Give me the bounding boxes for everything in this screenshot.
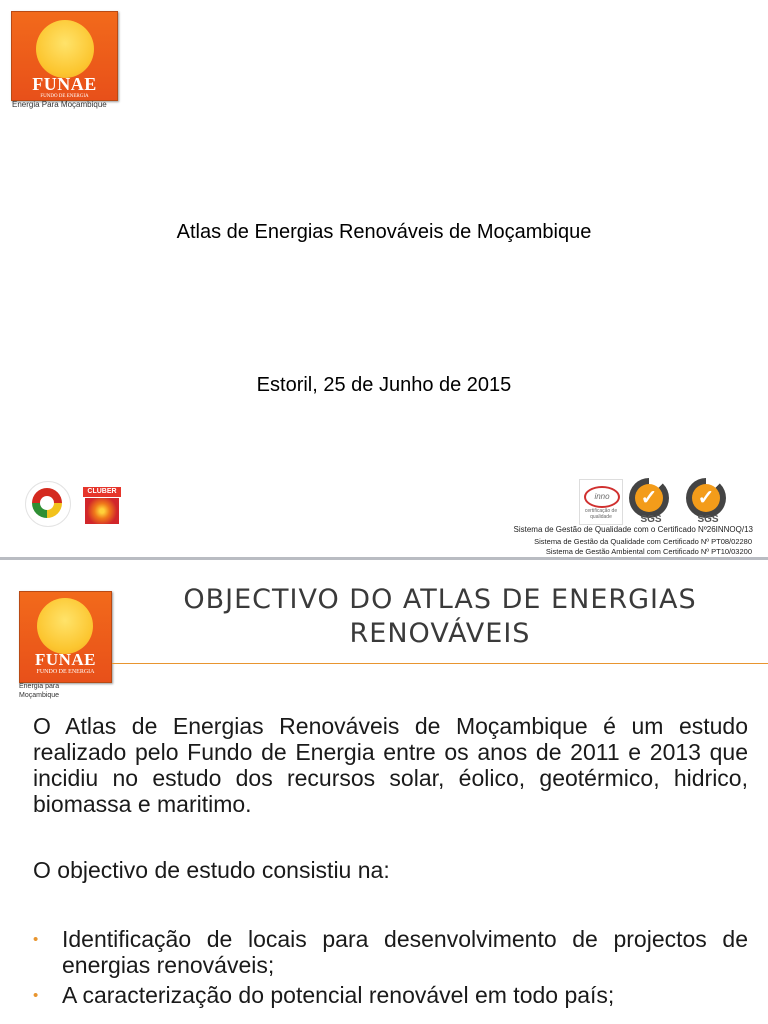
inno-small-text: certificação de qualidade (584, 508, 618, 520)
logo-tagline: Energia Para Moçambique (12, 100, 107, 109)
burst-icon (85, 498, 119, 524)
cert-line: Sistema de Gestão de Qualidade com o Certificado Nº26INNOQ/13 (513, 525, 753, 534)
sun-icon (36, 20, 94, 78)
logo-tagline: Energia para Moçambique (19, 683, 60, 699)
funae-logo (19, 591, 112, 683)
title-rule (112, 663, 768, 664)
inno-text: inno (584, 486, 620, 508)
slide-title: OBJECTIVO DO ATLAS DE ENERGIAS RENOVÁVEIS (183, 584, 697, 649)
logo-brand-sub: FUNDO DE ENERGIA (40, 94, 89, 99)
cover-date: Estoril, 25 de Junho de 2015 (256, 374, 512, 396)
cert-line: Sistema de Gestão da Qualidade com Certificado Nº PT08/02280 (534, 537, 752, 546)
inno-cert-logo (579, 479, 623, 525)
check-icon: ✓ (635, 484, 663, 512)
cert-line: Sistema de Gestão Ambiental com Certificado Nº PT10/03200 (545, 547, 752, 556)
list-item: • A caracterização do potencial renovável em todo país; (33, 982, 748, 1008)
funae-logo (11, 11, 118, 101)
cover-title: Atlas de Energias Renováveis de Moçambique (176, 221, 592, 243)
sgs-badge-icon (626, 477, 676, 525)
cluber-logo (83, 487, 121, 525)
list-item: • Identificação de locais para desenvolvimento de projectos de energias renováveis; (33, 926, 748, 978)
sgs-label: SGS (640, 514, 662, 525)
intro-paragraph: O Atlas de Energias Renováveis de Moçambique é um estudo realizado pelo Fundo de Energia entre os anos de 2011 e 2013 que incidiu no estudo dos recursos solar, éolico, geotérmico, hidrico, biomassa e maritimo. (33, 713, 748, 817)
slide-objective (0, 560, 768, 1024)
check-icon: ✓ (692, 484, 720, 512)
logo-brand: FUNAE (32, 74, 97, 94)
partner-emblem-icon (25, 481, 71, 527)
logo-brand: FUNAE (34, 650, 97, 669)
objective-list (33, 926, 748, 1012)
sgs-badge-icon (683, 477, 733, 525)
objective-lead: O objectivo de estudo consistiu na: (33, 857, 390, 883)
sun-icon (37, 598, 93, 654)
logo-brand-sub: FUNDO DE ENERGIA (36, 669, 95, 675)
cluber-label: CLUBER (83, 487, 121, 497)
sgs-label: SGS (697, 514, 719, 525)
